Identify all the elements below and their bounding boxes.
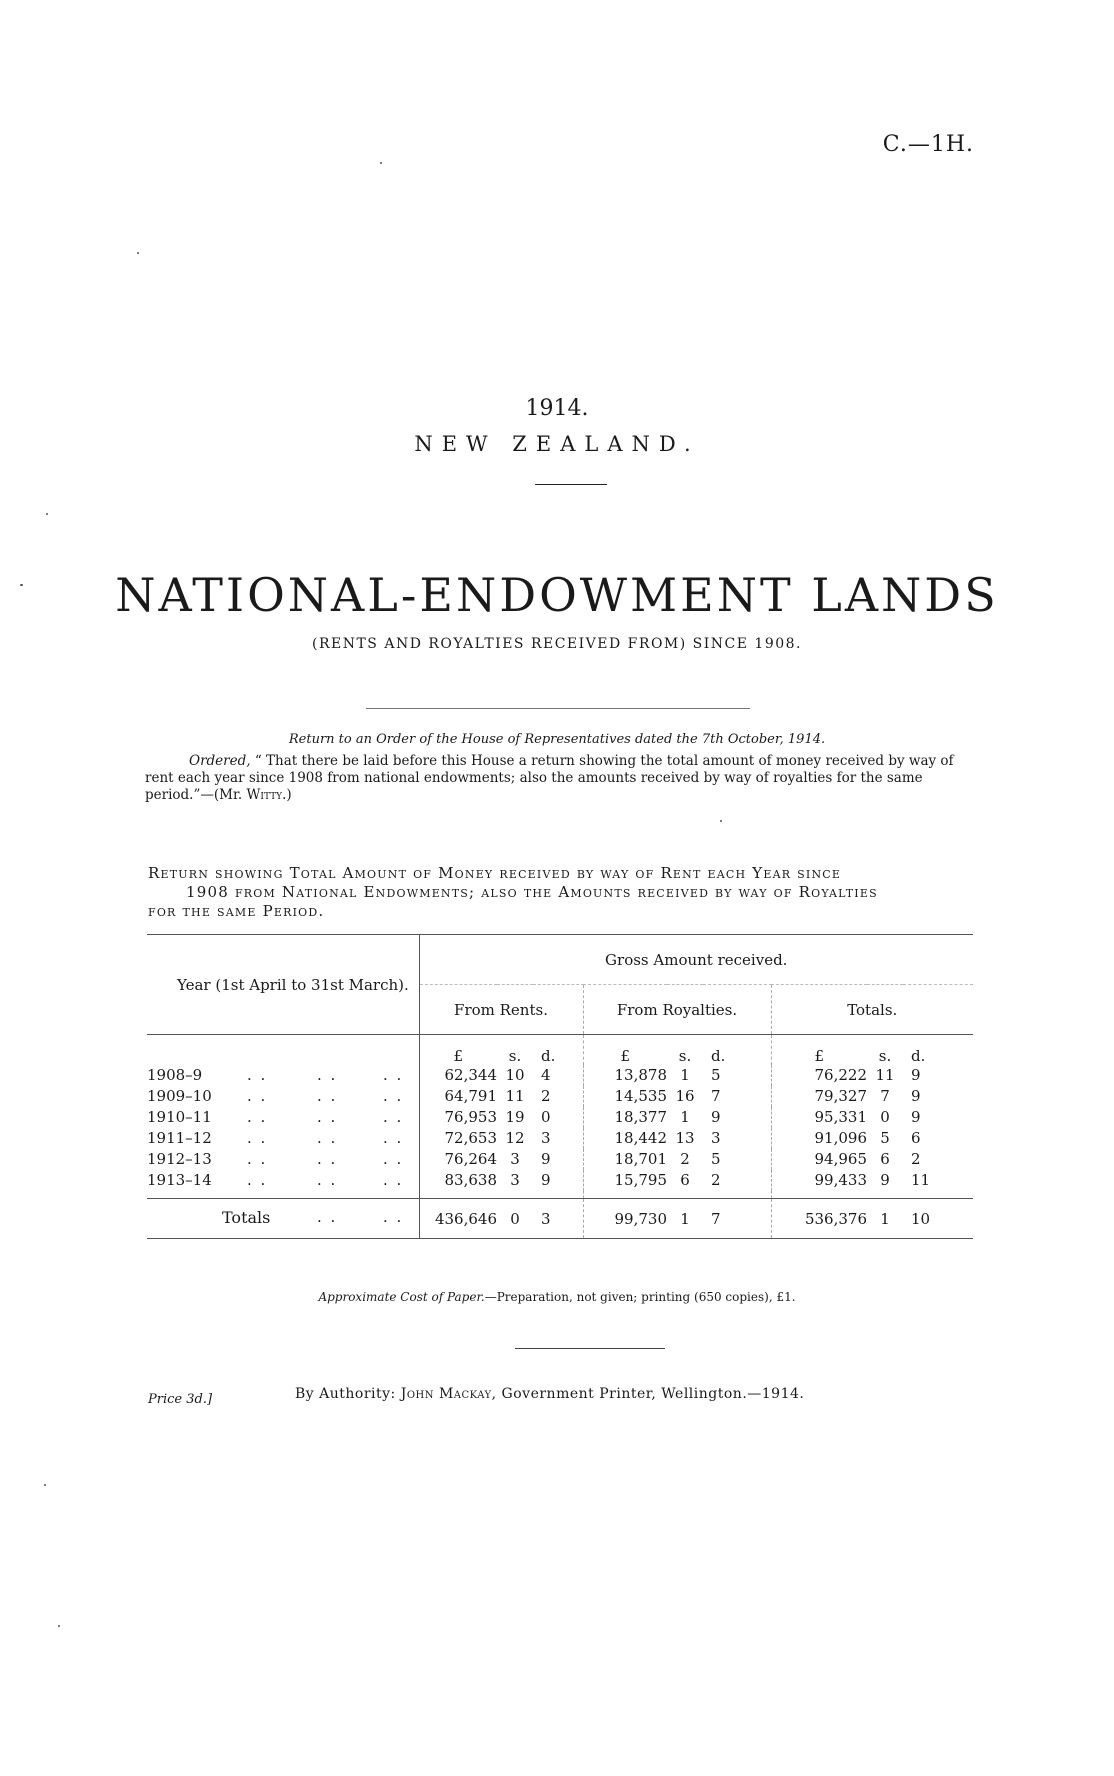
total-rents-shillings: 0 [510, 1209, 520, 1228]
unit-pence: d. [911, 1046, 926, 1065]
table-row [147, 1170, 973, 1191]
royalties-pounds: 18,442 [614, 1129, 667, 1147]
leader-dots: . . [383, 1107, 404, 1126]
printer-name: John Mackay [400, 1386, 492, 1402]
unit-pence: d. [703, 1035, 771, 1065]
spacer-cell [703, 1191, 771, 1199]
spacer-cell [667, 1191, 703, 1199]
year-cell [147, 1149, 419, 1170]
spacer-cell [533, 1191, 583, 1199]
leader-dots: . . [247, 1065, 268, 1084]
rents-pounds: 64,791 [444, 1087, 497, 1105]
authority-prefix: By Authority: [295, 1386, 401, 1402]
total-totals-shillings: 1 [880, 1209, 890, 1228]
column-header-royalties: From Royalties. [583, 985, 771, 1035]
rents-shillings: 11 [505, 1087, 525, 1105]
spacer-cell [147, 1191, 419, 1199]
scan-speck [720, 820, 722, 822]
totals-pounds: 99,433 [814, 1171, 867, 1189]
year-cell [147, 1086, 419, 1107]
spacer-row [147, 1191, 973, 1199]
masthead-country: NEW ZEALAND. [414, 432, 700, 456]
year-label: 1910–11 [147, 1107, 212, 1126]
ordered-lead: Ordered, [189, 753, 251, 769]
year-cell [147, 1128, 419, 1149]
leader-dots: . . [317, 1149, 338, 1168]
totals-row [147, 1199, 973, 1239]
rents-shillings: 10 [505, 1066, 525, 1084]
units-spacer [147, 1035, 419, 1065]
unit-pence: d. [533, 1035, 583, 1065]
document-subtitle: (RENTS AND ROYALTIES RECEIVED FROM) SINCE 1908. [312, 636, 802, 652]
unit-shillings: s. [878, 1046, 892, 1065]
leader-dots: . . [247, 1086, 268, 1105]
cost-note [0, 1290, 1114, 1304]
leader-dots: . . [317, 1107, 338, 1126]
masthead-rule [535, 484, 607, 485]
unit-pounds: £ [620, 1046, 631, 1065]
totals-label: Totals [222, 1208, 271, 1227]
footer-rule [515, 1348, 665, 1349]
totals-pounds: 76,222 [814, 1066, 867, 1084]
rents-shillings: 19 [505, 1108, 525, 1126]
leader-dots: . . [247, 1170, 268, 1189]
royalties-pence: 5 [703, 1149, 771, 1170]
scan-speck [380, 162, 382, 164]
total-royalties-shillings: 1 [680, 1209, 690, 1228]
spacer-cell [771, 1191, 867, 1199]
rents-pence: 4 [533, 1065, 583, 1086]
table-row [147, 1149, 973, 1170]
leader-dots: . . [317, 1128, 338, 1147]
royalties-shillings: 13 [675, 1129, 695, 1147]
return-table [147, 934, 973, 1239]
title-rule [366, 708, 750, 709]
spacer-cell [903, 1191, 973, 1199]
totals-pounds: 95,331 [814, 1108, 867, 1126]
unit-pounds: £ [453, 1046, 464, 1065]
year-column-header: Year (1st April to 31st March). [147, 935, 419, 1035]
royalties-pence: 5 [703, 1065, 771, 1086]
leader-dots: . . [383, 1170, 404, 1189]
spacer-cell [497, 1191, 533, 1199]
royalties-shillings: 6 [680, 1171, 690, 1189]
leader-dots: . . [317, 1208, 338, 1226]
scan-speck [20, 584, 23, 586]
table-body [147, 1065, 973, 1199]
royalties-pounds: 14,535 [614, 1087, 667, 1105]
document-reference: C.—1H. [882, 132, 974, 157]
authority-suffix: , Government Printer, Wellington.—1914. [491, 1386, 805, 1402]
year-cell [147, 1065, 419, 1086]
totals-shillings: 6 [880, 1150, 890, 1168]
royalties-shillings: 1 [680, 1108, 690, 1126]
document-title: NATIONAL-ENDOWMENT LANDS [115, 568, 999, 622]
royalties-pounds: 15,795 [614, 1171, 667, 1189]
leader-dots: . . [383, 1065, 404, 1084]
cost-lead: Approximate Cost of Paper. [318, 1290, 485, 1304]
royalties-pence: 2 [703, 1170, 771, 1191]
ordered-paragraph [145, 753, 975, 804]
rents-shillings: 3 [510, 1150, 520, 1168]
scan-speck [137, 252, 139, 254]
cost-text: —Preparation, not given; printing (650 copies), £1. [484, 1290, 796, 1304]
totals-pence: 2 [911, 1150, 921, 1168]
total-royalties-pounds: 99,730 [614, 1209, 667, 1228]
column-header-rents: From Rents. [419, 985, 583, 1035]
totals-shillings: 5 [880, 1129, 890, 1147]
rents-pounds: 76,264 [444, 1150, 497, 1168]
total-totals-pence: 10 [911, 1209, 931, 1228]
totals-pounds: 94,965 [814, 1150, 867, 1168]
scan-speck [46, 513, 48, 515]
ordered-close: .) [282, 787, 292, 803]
unit-shillings: s. [678, 1046, 692, 1065]
totals-pence: 9 [911, 1087, 921, 1105]
leader-dots: . . [317, 1065, 338, 1084]
leader-dots: . . [317, 1086, 338, 1105]
total-rents-pence: 3 [533, 1199, 583, 1239]
leader-dots: . . [247, 1128, 268, 1147]
totals-pence: 9 [911, 1066, 921, 1084]
table-row [147, 1128, 973, 1149]
spacer-cell [419, 1191, 497, 1199]
masthead-year: 1914. [525, 396, 589, 421]
rents-shillings: 3 [510, 1171, 520, 1189]
year-label: 1909–10 [147, 1086, 212, 1105]
total-royalties-pence: 7 [703, 1199, 771, 1239]
totals-pence: 9 [911, 1108, 921, 1126]
totals-pounds: 79,327 [814, 1087, 867, 1105]
rents-pence: 9 [533, 1170, 583, 1191]
leader-dots: . . [383, 1149, 404, 1168]
year-label: 1908–9 [147, 1065, 203, 1084]
scan-speck [44, 1484, 46, 1486]
year-cell [147, 1107, 419, 1128]
leader-dots: . . [383, 1128, 404, 1147]
year-label: 1912–13 [147, 1149, 212, 1168]
totals-shillings: 7 [880, 1087, 890, 1105]
rents-pounds: 76,953 [444, 1108, 497, 1126]
leader-dots: . . [247, 1149, 268, 1168]
totals-pence: 6 [911, 1129, 921, 1147]
rents-shillings: 12 [505, 1129, 525, 1147]
totals-pounds: 91,096 [814, 1129, 867, 1147]
rents-pence: 0 [533, 1107, 583, 1128]
printer-authority [295, 1386, 804, 1402]
leader-dots: . . [383, 1086, 404, 1105]
totals-label-cell [147, 1199, 419, 1239]
ordered-text: “ That there be laid before this House a return showing the total amount of money received by way of rent each year since 1908 from national endowments; also the amounts received by way of royalties for the same period.”—(Mr. [145, 753, 954, 803]
royalties-shillings: 2 [680, 1150, 690, 1168]
royalties-pounds: 18,701 [614, 1150, 667, 1168]
rents-pence: 9 [533, 1149, 583, 1170]
order-line: Return to an Order of the House of Representatives dated the 7th October, 1914. [288, 732, 826, 747]
total-totals-pounds: 536,376 [804, 1209, 867, 1228]
return-heading-line-2: 1908 from National Endowments; also the Amounts received by way of Royalties [186, 883, 878, 901]
table-row [147, 1107, 973, 1128]
spacer-cell [867, 1191, 903, 1199]
gross-amount-header: Gross Amount received. [419, 935, 973, 985]
royalties-shillings: 1 [680, 1066, 690, 1084]
royalties-shillings: 16 [675, 1087, 695, 1105]
year-label: 1911–12 [147, 1128, 212, 1147]
units-row [147, 1035, 973, 1065]
year-cell [147, 1170, 419, 1191]
return-heading-line-3: for the same Period. [148, 902, 325, 920]
royalties-pounds: 13,878 [614, 1066, 667, 1084]
royalties-pence: 3 [703, 1128, 771, 1149]
totals-shillings: 0 [880, 1108, 890, 1126]
return-heading [148, 864, 972, 921]
totals-pence: 11 [911, 1171, 931, 1189]
year-label: 1913–14 [147, 1170, 212, 1189]
table-row [147, 1086, 973, 1107]
table-row [147, 1065, 973, 1086]
spacer-cell [583, 1191, 667, 1199]
rents-pounds: 72,653 [444, 1129, 497, 1147]
rents-pence: 2 [533, 1086, 583, 1107]
rents-pounds: 83,638 [444, 1171, 497, 1189]
leader-dots: . . [247, 1107, 268, 1126]
royalties-pence: 7 [703, 1086, 771, 1107]
leader-dots: . . [317, 1170, 338, 1189]
totals-shillings: 11 [875, 1066, 895, 1084]
rents-pounds: 62,344 [444, 1066, 497, 1084]
leader-dots: . . [383, 1208, 404, 1226]
rents-pence: 3 [533, 1128, 583, 1149]
unit-shillings: s. [508, 1046, 522, 1065]
price: Price 3d.] [148, 1392, 213, 1407]
total-rents-pounds: 436,646 [434, 1209, 497, 1228]
unit-pounds: £ [814, 1046, 825, 1065]
totals-shillings: 9 [880, 1171, 890, 1189]
scan-speck [58, 1625, 60, 1627]
return-heading-line-1: Return showing Total Amount of Money received by way of Rent each Year since [148, 864, 842, 882]
royalties-pounds: 18,377 [614, 1108, 667, 1126]
column-header-totals: Totals. [847, 1000, 898, 1019]
ordered-member-name: Witty [246, 787, 283, 803]
royalties-pence: 9 [703, 1107, 771, 1128]
